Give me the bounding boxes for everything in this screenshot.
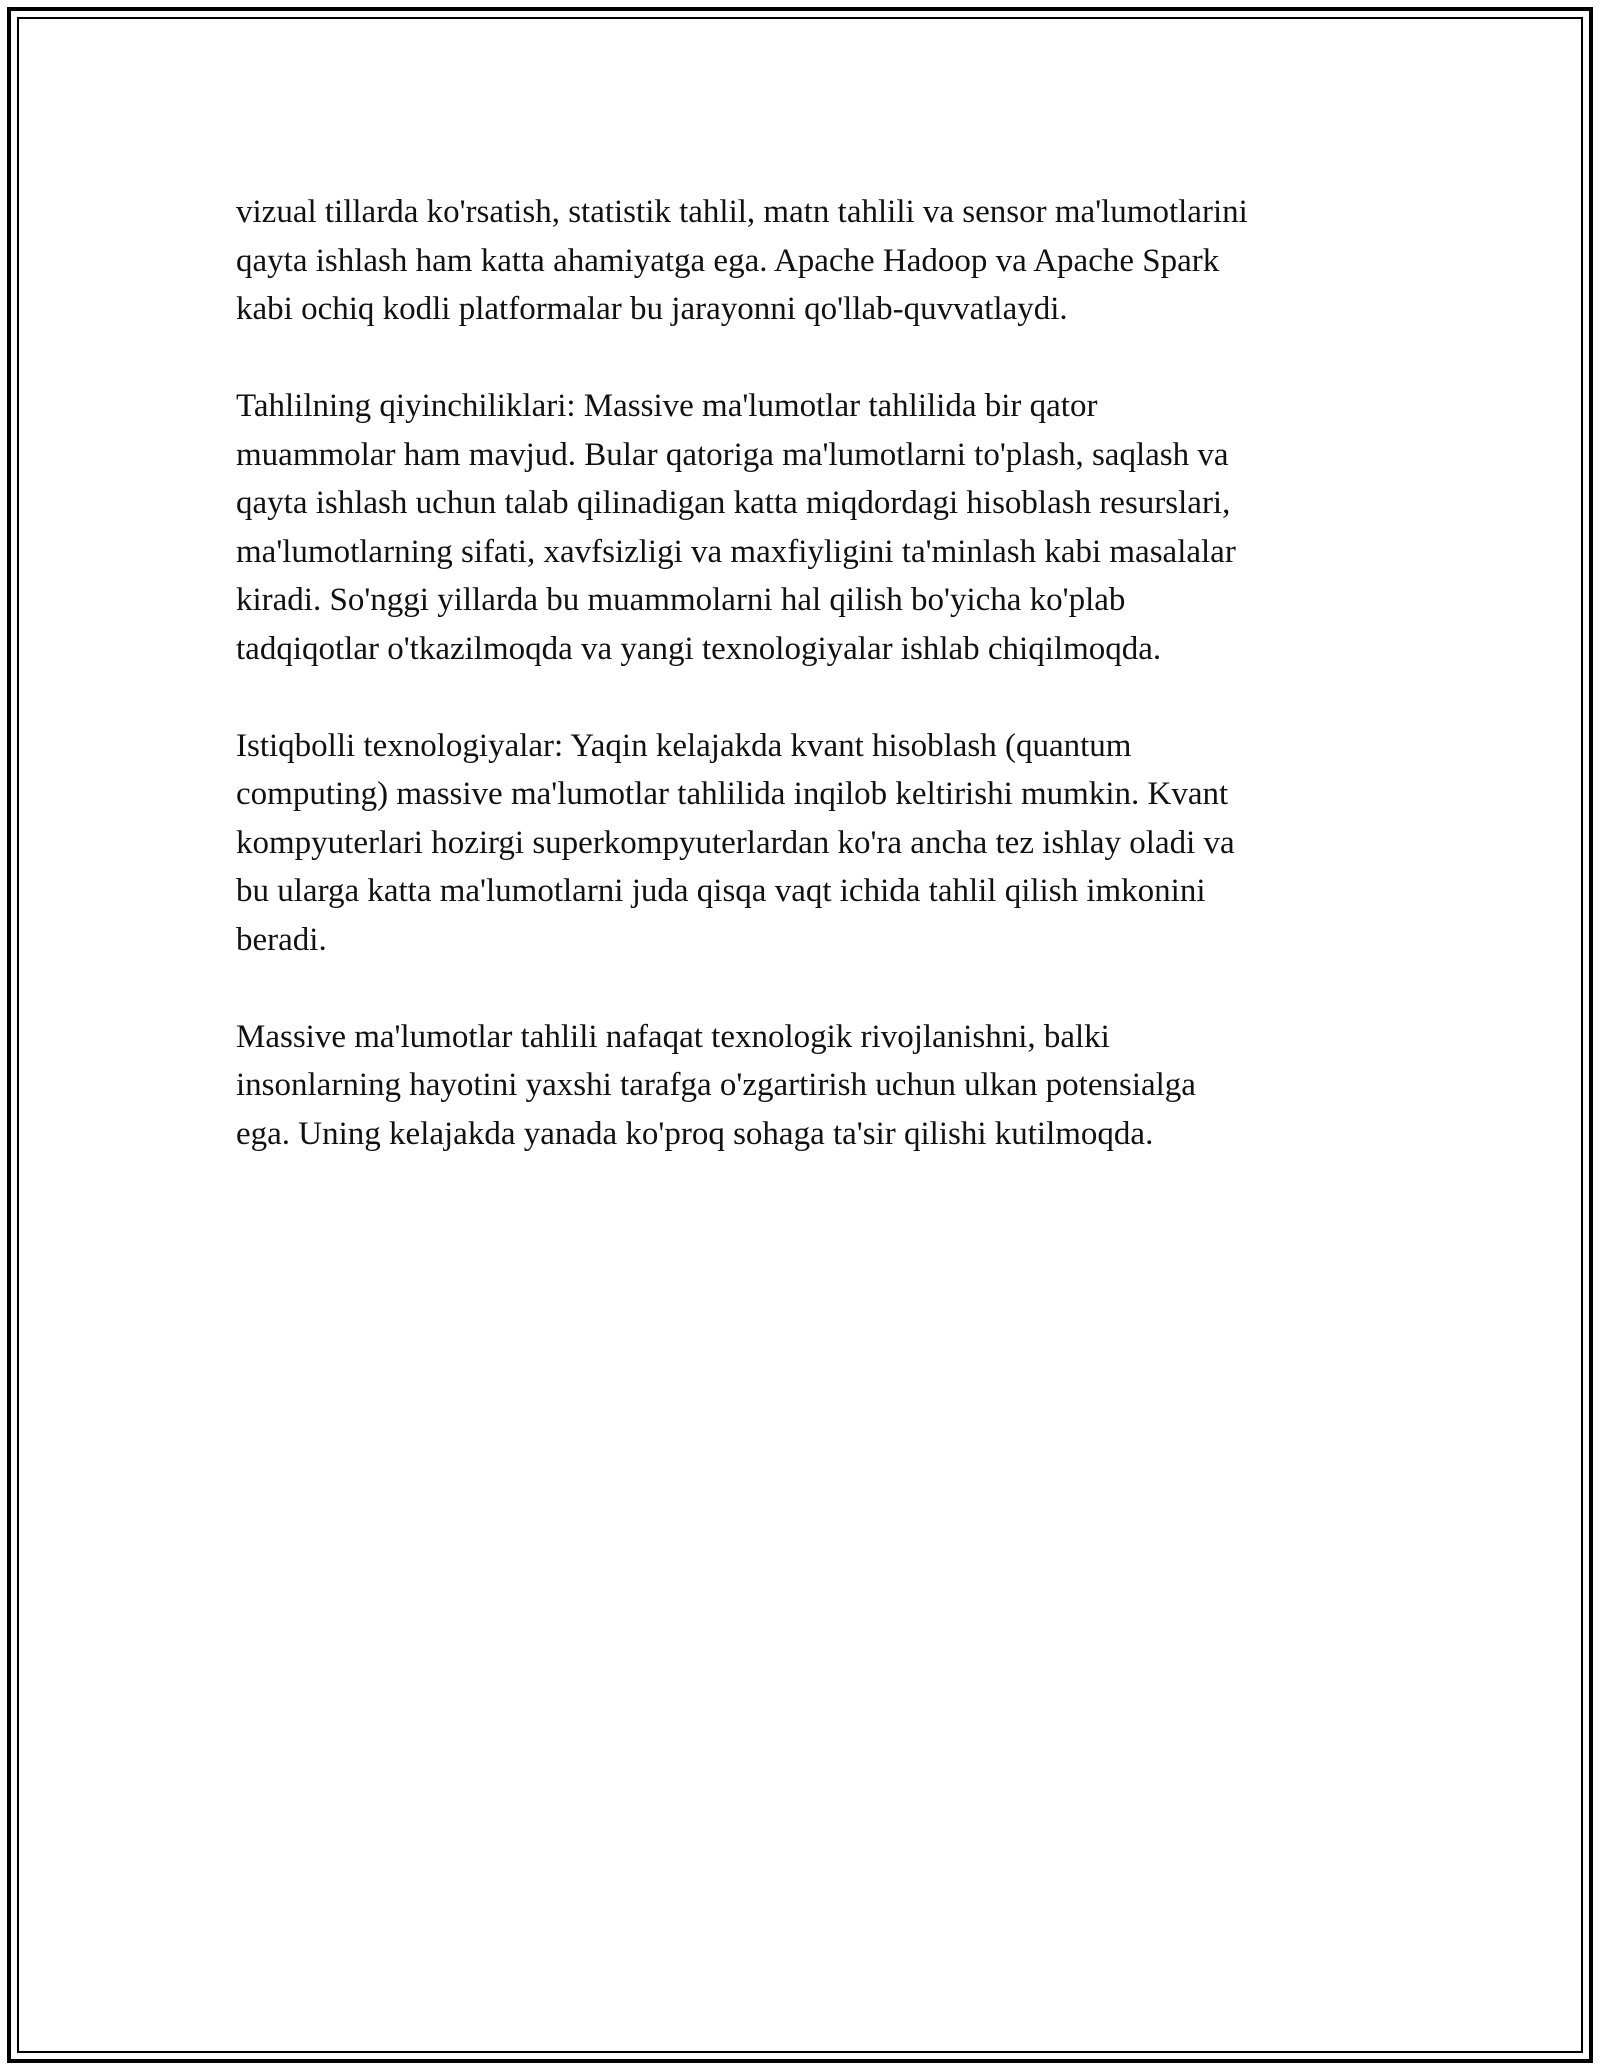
document-body [236, 188, 1366, 1207]
paragraph-analysis-challenges: Tahlilning qiyinchiliklari: Massive ma'lumotlar tahlilida bir qator muammolar ham mavjud. Bular qatoriga ma'lumotlarni to'plash, saqlash va qayta ishlash uchun talab qilinadigan katta miqdordagi hisoblash resurslari, ma'lumotlarning sifati, xavfsizligi va maxfiyligini ta'minlash kabi masalalar kiradi. So'nggi yillarda bu muammolarni hal qilish bo'yicha ko'plab tadqiqotlar o'tkazilmoqda va yangi texnologiyalar ishlab chiqilmoqda. [236, 388, 1236, 667]
paragraph-conclusion: Massive ma'lumotlar tahlili nafaqat texnologik rivojlanishni, balki insonlarning hayotini yaxshi tarafga o'zgartirish uchun ulkan potensialga ega. Uning kelajakda yanada ko'proq sohaga ta'sir qilishi kutilmoqda. [236, 1018, 1196, 1152]
paragraph-promising-technologies: Istiqbolli texnologiyalar: Yaqin kelajakda kvant hisoblash (quantum computing) massive ma'lumotlar tahlilida inqilob keltirishi mumkin. Kvant kompyuterlari hozirgi superkompyuterlardan ko'ra ancha tez ishlay oladi va bu ularga katta ma'lumotlarni juda qisqa vaqt ichida tahlil qilish imkonini beradi. [236, 727, 1235, 958]
paragraph-visualization-tools: vizual tillarda ko'rsatish, statistik tahlil, matn tahlili va sensor ma'lumotlarini qayta ishlash ham katta ahamiyatga ega. Apache Hadoop va Apache Spark kabi ochiq kodli platformalar bu jarayonni qo'llab-quvvatlaydi. [236, 194, 1248, 327]
